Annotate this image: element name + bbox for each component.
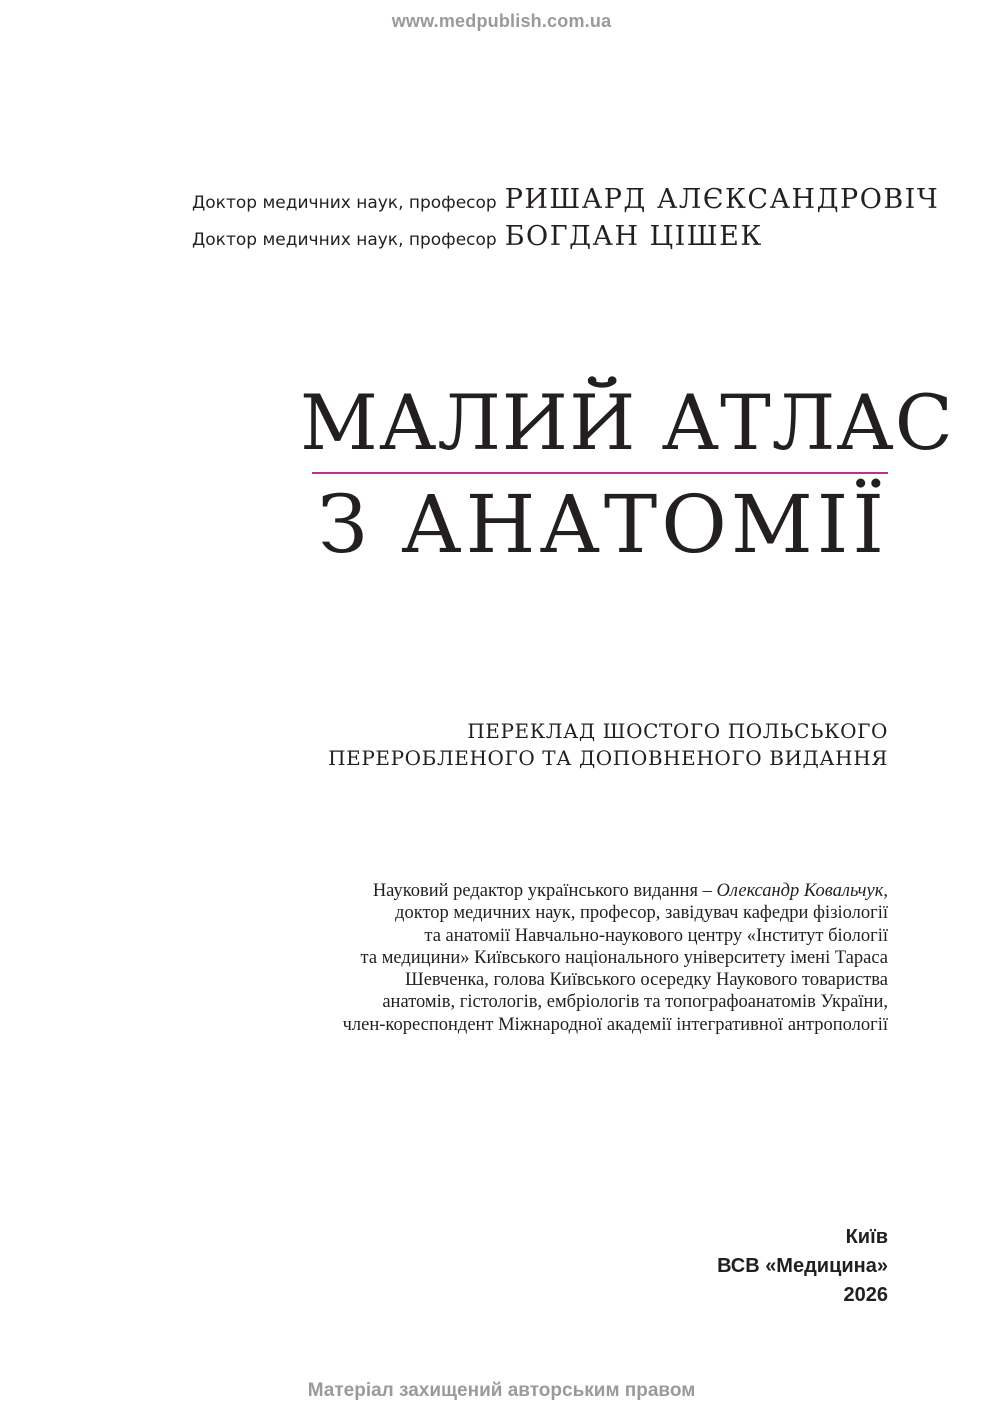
edition-line-1: ПЕРЕКЛАД ШОСТОГО ПОЛЬСЬКОГО bbox=[467, 719, 888, 743]
edition-line-2: ПЕРЕРОБЛЕНОГО ТА ДОПОВНЕНОГО ВИДАННЯ bbox=[328, 746, 888, 770]
author-line bbox=[192, 184, 940, 221]
editor-line: доктор медичних наук, професор, завідувач кафедри фізіології bbox=[395, 903, 888, 924]
author-degree: Доктор медичних наук, професор bbox=[192, 230, 497, 250]
watermark-top: www.medpublish.com.ua bbox=[391, 11, 612, 31]
watermark-bottom: Матеріал захищений авторським правом bbox=[307, 1380, 696, 1401]
author-degree: Доктор медичних наук, професор bbox=[192, 193, 497, 213]
editor-line: Шевченка, голова Київського осередку Наукового товариства bbox=[405, 970, 888, 991]
book-title bbox=[300, 378, 954, 571]
editor-name: Олександр Ковальчук bbox=[716, 881, 884, 901]
editor-line: та анатомії Навчально-наукового центру «Інститут біології bbox=[424, 925, 888, 946]
editor-line: та медицини» Київського національного університету імені Тараса bbox=[360, 947, 888, 968]
imprint-publisher: ВСВ «Медицина» bbox=[717, 1255, 888, 1277]
editor-first-line bbox=[268, 880, 888, 902]
imprint-year: 2026 bbox=[843, 1284, 888, 1306]
authors-block bbox=[192, 184, 940, 258]
title-line-1: МАЛИЙ АТЛАС bbox=[300, 378, 954, 467]
author-name: РИШАРД АЛЄКСАНДРОВІЧ bbox=[504, 184, 940, 215]
title-divider bbox=[312, 472, 888, 474]
editor-name-comma: , bbox=[883, 881, 888, 901]
author-name: БОГДАН ЦІШЕК bbox=[504, 221, 763, 252]
imprint-city: Київ bbox=[845, 1226, 888, 1248]
editor-prefix: Науковий редактор українського видання – bbox=[372, 881, 717, 901]
title-line-2: З АНАТОМІЇ bbox=[317, 478, 888, 571]
edition-note bbox=[328, 718, 888, 772]
author-line bbox=[192, 221, 892, 258]
editor-line: член-кореспондент Міжнародної академії інтегративної антропології bbox=[342, 1014, 888, 1035]
editor-line: анатомів, гістологів, ембріологів та топографоанатомів України, bbox=[382, 992, 888, 1013]
imprint bbox=[717, 1223, 888, 1310]
scientific-editor-note bbox=[268, 880, 888, 1036]
